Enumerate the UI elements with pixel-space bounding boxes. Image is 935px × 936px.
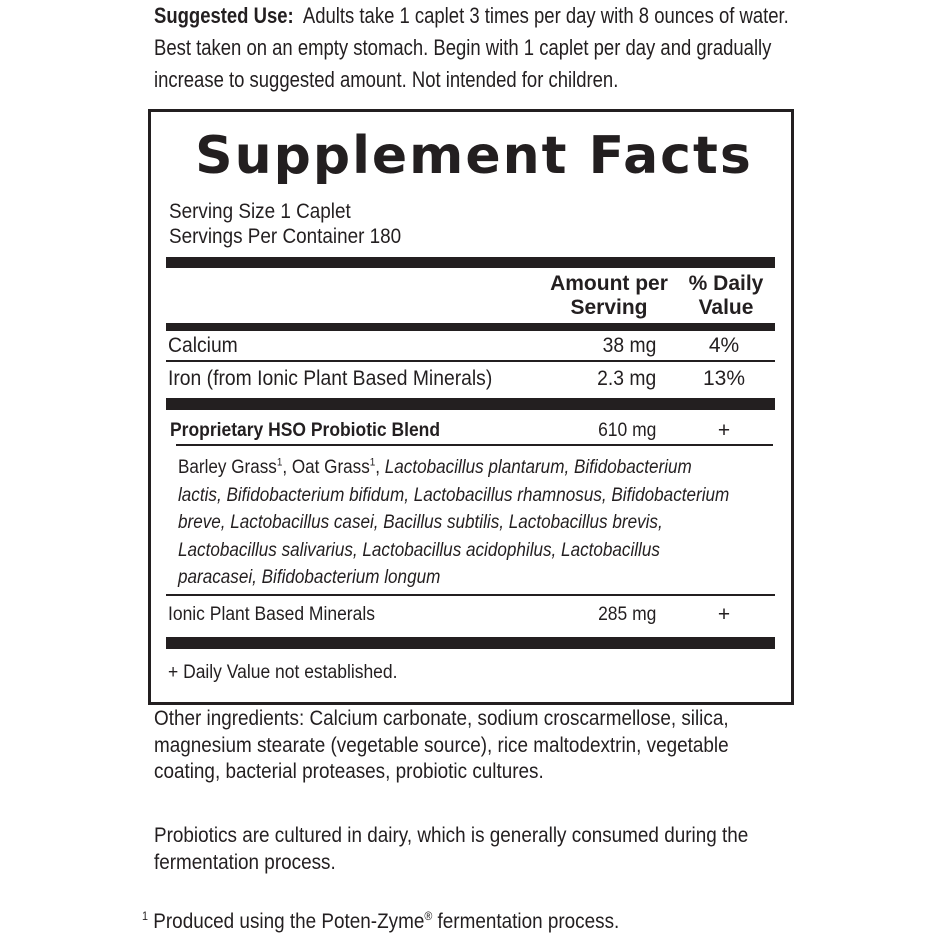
facts-title: Supplement Facts	[195, 126, 753, 186]
footnote-text-after: fermentation process.	[432, 910, 620, 933]
nutrient-amount-calcium: 38 mg	[602, 334, 656, 357]
minerals-amount: 285 mg	[597, 604, 656, 625]
thick-divider-header	[166, 323, 775, 331]
blend-ingredients: Barley Grass$^1$, Oat Grass$^1$, Lactobacillus plantarum, Bifidobacterium lactis, Bifidobacterium bifidum, Lactobacillus rhamnosus, Bifidobacterium breve, Lactobacillus casei, Bacillus subtilis, Lactobacillus brevis, Lactobacillus salivarius, Lactobacillus acidophilus, Lactobacillus paracasei, Bifidobacterium longum	[178, 456, 730, 588]
probiotics-note: Probiotics are cultured in dairy, which is generally consumed during the fermentation process.	[154, 824, 749, 874]
suggested-use	[154, 0, 914, 96]
thick-divider-bottom	[166, 637, 775, 649]
footnote-text-before: Produced using the Poten-Zyme	[153, 910, 425, 933]
ingredient-line5: paracasei, Bifidobacterium longum	[178, 567, 441, 588]
blend-divider	[176, 444, 773, 446]
footnote	[142, 908, 672, 936]
servings-per-container: Servings Per Container 180	[169, 225, 402, 248]
superscript-marker: 1	[369, 456, 376, 469]
nutrient-label-calcium: Calcium	[168, 334, 238, 357]
nutrient-dv-iron: 13%	[702, 367, 746, 390]
header-percent-daily-value: % Daily Value	[688, 272, 764, 319]
superscript-marker: 1	[276, 456, 283, 469]
other-ingredients: Other ingredients: Calcium carbonate, sodium croscarmellose, silica, magnesium stearate (vegetable source), rice maltodextrin, vegetable coating, bacterial proteases, probiotic cultures.	[154, 707, 729, 783]
nutrient-amount-iron: 2.3 mg	[596, 367, 656, 390]
registered-mark: ®	[424, 909, 433, 923]
blend-label: Proprietary HSO Probiotic Blend	[170, 420, 441, 441]
thick-divider-top	[166, 257, 775, 268]
footnote-marker: 1	[142, 909, 149, 923]
ingredient-oat-grass: Oat Grass	[291, 457, 370, 478]
row-divider	[166, 594, 775, 596]
suggested-use-line2: Best taken on an empty stomach. Begin with 1 caplet per day and gradually	[154, 35, 772, 60]
nutrient-dv-calcium: 4%	[708, 334, 740, 357]
ingredient-line4: Lactobacillus salivarius, Lactobacillus acidophilus, Lactobacillus	[178, 539, 660, 561]
thick-divider-middle	[166, 398, 775, 410]
suggested-use-line3: increase to suggested amount. Not intended for children.	[154, 67, 619, 92]
row-divider	[166, 360, 775, 362]
dv-footer-note: + Daily Value not established.	[168, 662, 398, 683]
suggested-use-line1: Adults take 1 caplet 3 times per day with 8 ounces of water.	[302, 3, 789, 28]
minerals-dv: +	[717, 603, 731, 626]
supplement-facts-panel	[148, 109, 794, 705]
ingredient-line2: lactis, Bifidobacterium bifidum, Lactobacillus rhamnosus, Bifidobacterium	[178, 484, 730, 506]
ingredient-barley-grass: Barley Grass	[178, 457, 277, 478]
serving-size: Serving Size 1 Caplet	[169, 200, 351, 223]
header-amount-per-serving: Amount per Serving	[550, 272, 668, 319]
minerals-label: Ionic Plant Based Minerals	[168, 604, 375, 625]
nutrient-label-iron: Iron (from Ionic Plant Based Minerals)	[168, 367, 493, 390]
blend-dv: +	[717, 419, 731, 442]
ingredient-line3: breve, Lactobacillus casei, Bacillus subtilis, Lactobacillus brevis,	[178, 512, 663, 533]
suggested-use-label: Suggested Use:	[154, 3, 294, 28]
blend-amount: 610 mg	[597, 420, 656, 441]
ingredient-line1: Lactobacillus plantarum, Bifidobacterium	[384, 457, 692, 478]
